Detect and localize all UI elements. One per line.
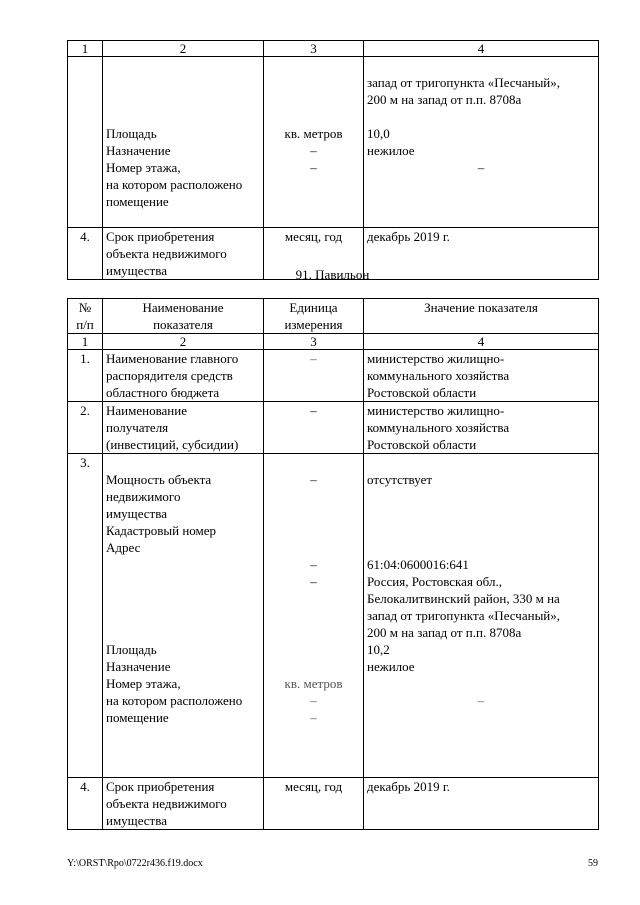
row-number: 4. bbox=[68, 228, 103, 280]
header-row bbox=[68, 299, 599, 334]
col-number-4: 4 bbox=[364, 334, 599, 350]
row-name: Наименование главного распорядителя средств областного бюджета bbox=[103, 350, 264, 402]
page-number: 59 bbox=[588, 858, 598, 869]
col-number-4: 4 bbox=[364, 41, 599, 57]
row-unit: месяц, год bbox=[264, 778, 364, 830]
row-unit-cadastral: – – bbox=[310, 557, 317, 589]
section-title: 91. Павильон bbox=[295, 267, 370, 282]
row-name: Срок приобретения объекта недвижимого имущества bbox=[103, 778, 264, 830]
row-name-properties: Площадь Назначение Номер этажа, на котором расположено помещение bbox=[106, 642, 243, 725]
table-row bbox=[68, 454, 599, 778]
row-unit-capacity: – bbox=[310, 472, 317, 487]
header-name: Наименование показателя bbox=[103, 299, 264, 334]
row-number: 2. bbox=[68, 402, 103, 454]
row-name: Наименование получателя (инвестиций, субсидии) bbox=[103, 402, 264, 454]
column-number-row bbox=[68, 41, 599, 57]
col-number-2: 2 bbox=[103, 41, 264, 57]
table-row bbox=[68, 778, 599, 830]
row-unit-properties: кв. метров – – bbox=[284, 676, 343, 725]
row-unit: – bbox=[264, 350, 364, 402]
row-value: министерство жилищно- коммунального хозяйства Ростовской области bbox=[364, 350, 599, 402]
col-number-1: 1 bbox=[68, 334, 103, 350]
address-continuation: запад от тригопункта «Песчаный», 200 м на запад от п.п. 8708а bbox=[367, 75, 561, 107]
header-number: № п/п bbox=[68, 299, 103, 334]
row-number: 4. bbox=[68, 778, 103, 830]
table-continuation bbox=[67, 40, 599, 280]
table-pavilion bbox=[67, 298, 599, 830]
property-values: 10,0 нежилое bbox=[367, 126, 415, 158]
header-unit: Единица измерения bbox=[264, 299, 364, 334]
row-value-capacity: отсутствует bbox=[367, 472, 433, 487]
col-number-2: 2 bbox=[103, 334, 264, 350]
row-value: декабрь 2019 г. bbox=[364, 778, 599, 830]
floor-value: – bbox=[477, 693, 485, 708]
col-number-3: 3 bbox=[264, 334, 364, 350]
floor-value: – bbox=[477, 160, 485, 175]
table-row bbox=[68, 402, 599, 454]
table-row bbox=[68, 57, 599, 228]
col-number-1: 1 bbox=[68, 41, 103, 57]
row-name-object: Мощность объекта недвижимого имущества Кадастровый номер Адрес bbox=[106, 472, 217, 555]
header-value: Значение показателя bbox=[364, 299, 599, 334]
row-name: Срок приобретения объекта недвижимого имущества bbox=[103, 228, 264, 280]
row-number: 1. bbox=[68, 350, 103, 402]
table-row bbox=[68, 350, 599, 402]
row-unit: – bbox=[264, 402, 364, 454]
footer-file-path: Y:\ORST\Rpo\0722r436.f19.docx bbox=[67, 858, 203, 869]
row-unit: месяц, год bbox=[264, 228, 364, 280]
property-units: кв. метров – – bbox=[284, 126, 343, 175]
column-number-row bbox=[68, 334, 599, 350]
property-names: Площадь Назначение Номер этажа, на котором расположено помещение bbox=[106, 126, 243, 209]
row-value-details: 61:04:0600016:641 Россия, Ростовская обл., Белокалитвинский район, 330 м на запад от тригопункта «Песчаный», 200 м на запад от п.п. 8708а 10,2 нежилое bbox=[367, 557, 561, 674]
col-number-3: 3 bbox=[264, 41, 364, 57]
row-value: министерство жилищно- коммунального хозяйства Ростовской области bbox=[364, 402, 599, 454]
row-number: 3. bbox=[68, 454, 103, 778]
row-value: декабрь 2019 г. bbox=[364, 228, 599, 280]
